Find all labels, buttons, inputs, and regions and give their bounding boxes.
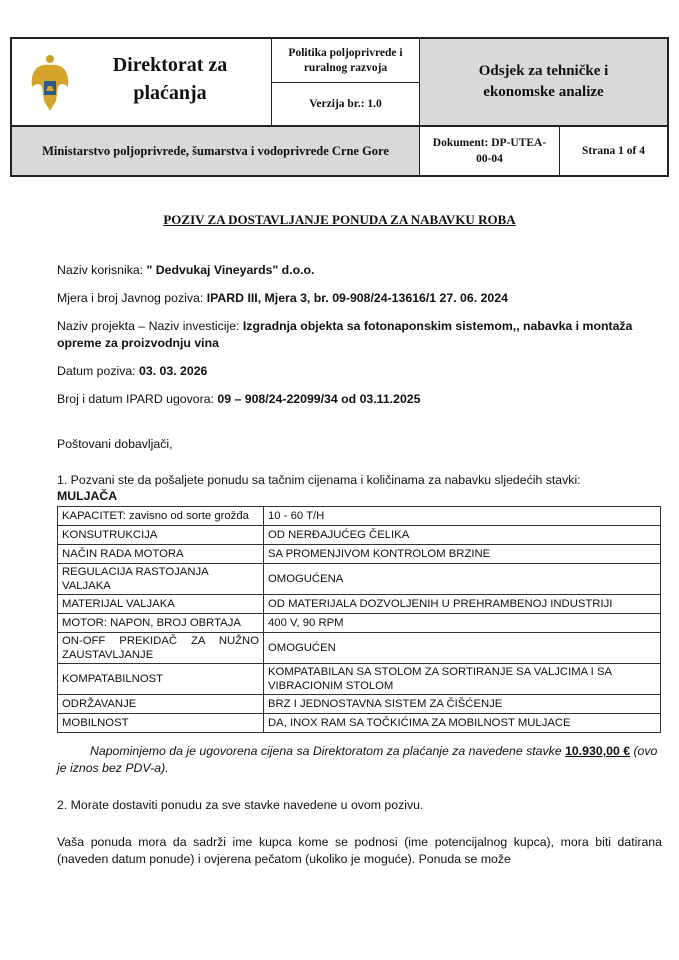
org-cell — [12, 39, 272, 127]
note-text: (ovo je iznos bez PDV-a). — [57, 744, 658, 775]
table-row — [58, 714, 661, 733]
contract-amount: 10.930,00 € — [565, 744, 631, 758]
field-label: Broj i datum IPARD ugovora: — [57, 392, 218, 406]
field-value: 03. 03. 2026 — [139, 364, 208, 378]
spec-label: NAČIN RADA MOTORA — [58, 545, 264, 564]
closing-paragraph: Vaša ponuda mora da sadrži ime kupca kome se podnosi (ime potencijalnog kupca), mora biti datirana (naveden datum ponude) i ovjerena pečatom (ukoliko je moguće). Ponuda se može — [57, 835, 662, 866]
field-label: Naziv projekta – Naziv investicije: — [57, 319, 243, 333]
spec-label: MOTOR: NAPON, BROJ OBRTAJA — [58, 614, 264, 633]
spec-label: KAPACITET: zavisno od sorte grožđa — [58, 507, 264, 526]
field-label: Mjera i broj Javnog poziva: — [57, 291, 207, 305]
ministry-cell: Ministarstvo poljoprivrede, šumarstva i vodoprivrede Crne Gore — [12, 127, 420, 175]
spec-value: 10 - 60 T/H — [264, 507, 661, 526]
field-beneficiary — [57, 262, 662, 279]
spec-label: KONSUTRUKCIJA — [58, 526, 264, 545]
field-date — [57, 363, 662, 380]
document-number-cell: Dokument: DP-UTEA-00-04 — [420, 127, 560, 175]
field-value: IPARD III, Mjera 3, br. 09-908/24-13616/1 27. 06. 2024 — [206, 291, 508, 305]
spec-label: REGULACIJA RASTOJANJA VALJAKA — [58, 564, 264, 595]
price-note — [57, 743, 662, 777]
spec-value: OMOGUĆEN — [264, 633, 661, 664]
table-row — [58, 595, 661, 614]
page-title: POZIV ZA DOSTAVLJANJE PONUDA ZA NABAVKU ROBA — [163, 212, 516, 227]
spec-label: MOBILNOST — [58, 714, 264, 733]
spec-label: KOMPATABILNOST — [58, 664, 264, 695]
field-value: " Dedvukaj Vineyards" d.o.o. — [146, 263, 315, 277]
field-label: Datum poziva: — [57, 364, 140, 378]
field-call — [57, 290, 662, 307]
spec-value: OD NERĐAJUĆEG ČELIKA — [264, 526, 661, 545]
field-project — [57, 318, 662, 352]
table-row — [58, 507, 661, 526]
point-2: 2. Morate dostaviti ponudu za sve stavke navedene u ovom pozivu. — [57, 798, 424, 812]
policy-cell: Politika poljoprivrede i ruralnog razvoja — [272, 39, 420, 83]
field-label: Naziv korisnika: — [57, 263, 147, 277]
version-cell: Verzija br.: 1.0 — [272, 83, 420, 127]
table-row — [58, 564, 661, 595]
spec-value: 400 V, 90 RPM — [264, 614, 661, 633]
spec-label: ON-OFF PREKIDAČ ZA NUŽNO ZAUSTAVLJANJE — [58, 633, 264, 664]
spec-value: OMOGUĆENA — [264, 564, 661, 595]
spec-value: KOMPATABILAN SA STOLOM ZA SORTIRANJE SA VALJCIMA I SA VIBRACIONIM STOLOM — [264, 664, 661, 695]
note-text: Napominjemo da je ugovorena cijena sa Direktoratom za plaćanje za navedene stavke — [90, 744, 566, 758]
spec-value: DA, INOX RAM SA TOČKIĆIMA ZA MOBILNOST MULJACE — [264, 714, 661, 733]
spec-label: ODRŽAVANJE — [58, 695, 264, 714]
spec-label: MATERIJAL VALJAKA — [58, 595, 264, 614]
spec-value: BRZ I JEDNOSTAVNA SISTEM ZA ČIŠĆENJE — [264, 695, 661, 714]
item-name: MULJAČA — [57, 489, 118, 503]
field-contract — [57, 391, 662, 408]
org-title: Direktorat za plaćanja — [112, 54, 228, 104]
spec-table — [57, 506, 661, 733]
table-row — [58, 664, 661, 695]
table-row — [58, 633, 661, 664]
field-value: 09 – 908/24-22099/34 od 03.11.2025 — [217, 392, 421, 406]
page-number-cell: Strana 1 of 4 — [582, 145, 645, 157]
table-row — [58, 526, 661, 545]
point-1: 1. Pozvani ste da pošaljete ponudu sa tačnim cijenama i količinama za nabavku sljedećih stavki: — [57, 473, 581, 487]
document-header — [10, 37, 669, 177]
table-row — [58, 614, 661, 633]
coat-of-arms-icon — [28, 53, 72, 113]
greeting: Poštovani dobavljači, — [57, 437, 173, 451]
department-cell: Odsjek za tehničke i ekonomske analize — [420, 39, 667, 127]
table-row — [58, 695, 661, 714]
spec-value: OD MATERIJALA DOZVOLJENIH U PREHRAMBENOJ INDUSTRIJI — [264, 595, 661, 614]
field-value: Izgradnja objekta sa fotonaponskim sistemom,, nabavka i montaža opreme za proizvodnju vina — [57, 319, 633, 350]
table-row — [58, 545, 661, 564]
spec-value: SA PROMENJIVOM KONTROLOM BRZINE — [264, 545, 661, 564]
